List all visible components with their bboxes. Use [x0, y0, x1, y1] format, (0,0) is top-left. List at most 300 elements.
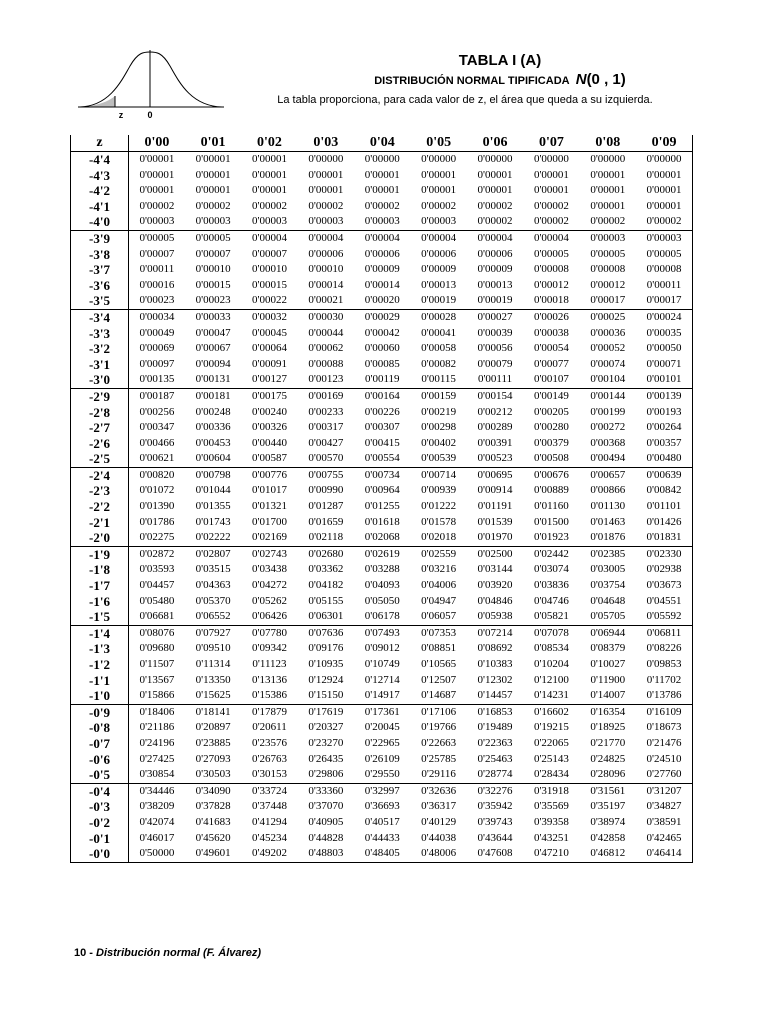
probability-cell: 0'00017 [590, 294, 626, 307]
probability-cell: 0'00154 [467, 388, 523, 404]
probability-cell: 0'00104 [590, 373, 626, 386]
probability-cell: 0'04846 [477, 594, 513, 607]
probability-cell: 0'10204 [533, 658, 569, 670]
probability-cell: 0'00001 [364, 184, 400, 197]
table-row [71, 262, 693, 278]
probability-cell: 0'00440 [251, 436, 287, 449]
probability-cell: 0'00000 [590, 153, 626, 165]
probability-cell: 0'29806 [308, 768, 344, 781]
probability-cell: 0'00001 [477, 168, 513, 181]
table-row [71, 372, 693, 388]
probability-cell: 0'00094 [195, 357, 231, 370]
table-row [71, 546, 693, 562]
probability-cell: 0'01618 [364, 515, 400, 528]
probability-cell: 0'12714 [364, 673, 400, 686]
probability-cell: 0'04006 [421, 579, 457, 592]
probability-cell: 0'00045 [251, 326, 287, 339]
probability-cell: 0'00002 [251, 199, 287, 212]
probability-cell: 0'00676 [523, 467, 579, 483]
probability-cell: 0'00079 [477, 357, 513, 370]
probability-cell: 0'35942 [477, 800, 513, 813]
probability-cell: 0'00026 [523, 309, 579, 325]
probability-cell: 0'00000 [421, 153, 457, 165]
probability-cell: 0'40129 [421, 815, 457, 828]
probability-cell: 0'22965 [364, 736, 400, 749]
probability-cell: 0'05370 [195, 594, 231, 607]
probability-cell: 0'00010 [308, 263, 344, 276]
bell-curve-line [80, 52, 222, 107]
probability-cell: 0'00069 [139, 342, 175, 355]
table-row [71, 530, 693, 546]
probability-cell: 0'00107 [533, 373, 569, 386]
z-value-cell: -1'0 [71, 688, 129, 704]
table-row [71, 388, 693, 404]
probability-cell: 0'00280 [533, 421, 569, 434]
probability-cell: 0'00000 [636, 152, 692, 168]
probability-cell: 0'22065 [533, 736, 569, 749]
probability-cell: 0'12507 [421, 673, 457, 686]
probability-cell: 0'00621 [139, 452, 175, 465]
probability-cell: 0'02807 [185, 546, 241, 562]
z-value-cell: -3'2 [71, 341, 129, 357]
probability-cell: 0'36317 [421, 800, 457, 813]
z-value-cell: -1'2 [71, 657, 129, 673]
probability-cell: 0'07636 [298, 625, 354, 641]
probability-cell: 0'27760 [636, 767, 692, 783]
probability-cell: 0'48006 [410, 846, 466, 862]
probability-cell: 0'00010 [251, 263, 287, 276]
probability-cell: 0'01287 [308, 500, 344, 513]
table-row [71, 499, 693, 515]
z-value-cell: -0'3 [71, 799, 129, 815]
probability-cell: 0'00054 [533, 342, 569, 355]
probability-cell: 0'00058 [421, 342, 457, 355]
probability-cell: 0'03515 [195, 563, 231, 576]
probability-cell: 0'33724 [241, 783, 297, 799]
normal-distribution-table [70, 135, 693, 863]
probability-cell: 0'00033 [185, 309, 241, 325]
probability-cell: 0'00006 [308, 247, 344, 260]
probability-cell: 0'00044 [308, 326, 344, 339]
probability-cell: 0'00657 [580, 467, 636, 483]
probability-cell: 0'10565 [421, 658, 457, 670]
probability-cell: 0'00002 [308, 199, 344, 212]
probability-cell: 0'25143 [533, 752, 569, 765]
z-value-cell: -0'8 [71, 720, 129, 736]
probability-cell: 0'00042 [364, 326, 400, 339]
probability-cell: 0'03074 [533, 563, 569, 576]
probability-cell: 0'08692 [477, 642, 513, 655]
z-value-cell: -3'3 [71, 326, 129, 342]
probability-cell: 0'26435 [308, 752, 344, 765]
probability-cell: 0'46017 [139, 831, 175, 844]
probability-cell: 0'00298 [421, 421, 457, 434]
probability-cell: 0'23885 [195, 736, 231, 749]
table-row [71, 720, 693, 736]
probability-cell: 0'02018 [421, 531, 457, 544]
probability-cell: 0'00021 [308, 294, 344, 307]
probability-cell: 0'22663 [421, 736, 457, 749]
probability-cell: 0'20611 [252, 721, 287, 734]
z-value-cell: -2'3 [71, 483, 129, 499]
z-value-cell: -4'4 [71, 152, 129, 168]
z-value-cell: -0'5 [71, 767, 129, 783]
z-value-cell: -2'4 [71, 467, 129, 483]
probability-cell: 0'46414 [636, 846, 692, 862]
probability-cell: 0'00004 [354, 230, 410, 246]
probability-cell: 0'03216 [421, 563, 457, 576]
probability-cell: 0'15386 [251, 689, 287, 702]
z-value-cell: -4'1 [71, 199, 129, 215]
table-row [71, 199, 693, 215]
z-value-cell: -2'0 [71, 530, 129, 546]
table-row [71, 767, 693, 783]
probability-cell: 0'00082 [421, 357, 457, 370]
normal-curve-illustration [78, 44, 224, 124]
probability-cell: 0'09012 [364, 642, 400, 655]
probability-cell: 0'03593 [139, 563, 175, 576]
probability-cell: 0'41683 [195, 815, 231, 828]
table-row [71, 625, 693, 641]
z-value-cell: -3'7 [71, 262, 129, 278]
probability-cell: 0'00015 [195, 278, 231, 291]
probability-cell: 0'00001 [364, 168, 400, 181]
probability-cell: 0'03288 [364, 563, 400, 576]
probability-cell: 0'00001 [590, 199, 626, 212]
probability-cell: 0'02222 [195, 531, 231, 544]
probability-cell: 0'00347 [139, 421, 175, 434]
probability-cell: 0'00776 [241, 467, 297, 483]
probability-cell: 0'44828 [308, 831, 344, 844]
probability-cell: 0'02169 [251, 531, 287, 544]
probability-cell: 0'45620 [195, 831, 231, 844]
probability-cell: 0'00002 [195, 199, 231, 212]
z-value-cell: -1'4 [71, 625, 129, 641]
column-header: 0'04 [354, 135, 410, 152]
z-value-cell: -2'9 [71, 388, 129, 404]
table-row [71, 815, 693, 831]
probability-cell: 0'03673 [636, 578, 692, 594]
probability-cell: 0'46812 [580, 846, 636, 862]
probability-cell: 0'00000 [477, 153, 513, 165]
probability-cell: 0'16853 [467, 704, 523, 720]
probability-cell: 0'01072 [139, 484, 175, 497]
probability-cell: 0'00009 [421, 263, 457, 276]
probability-cell: 0'30153 [251, 768, 287, 781]
probability-cell: 0'14457 [477, 689, 513, 702]
probability-cell: 0'00127 [251, 373, 287, 386]
probability-cell: 0'29116 [421, 768, 456, 781]
probability-cell: 0'15866 [139, 689, 175, 702]
probability-cell: 0'00060 [364, 342, 400, 355]
table-row [71, 247, 693, 263]
column-header: 0'05 [410, 135, 466, 152]
column-header: 0'03 [298, 135, 354, 152]
probability-cell: 0'00000 [308, 153, 344, 165]
probability-cell: 0'00020 [364, 294, 400, 307]
probability-cell: 0'00000 [364, 153, 400, 165]
table-row [71, 736, 693, 752]
probability-cell: 0'04363 [195, 579, 231, 592]
probability-cell: 0'00379 [533, 436, 569, 449]
probability-cell: 0'45234 [251, 831, 287, 844]
probability-cell: 0'13567 [139, 673, 175, 686]
probability-cell: 0'00006 [364, 247, 400, 260]
table-row [71, 420, 693, 436]
probability-cell: 0'14007 [590, 689, 626, 702]
probability-cell: 0'42074 [139, 815, 175, 828]
probability-cell: 0'00004 [298, 230, 354, 246]
probability-cell: 0'03920 [477, 579, 513, 592]
probability-cell: 0'00022 [251, 294, 287, 307]
probability-cell: 0'35569 [533, 800, 569, 813]
probability-cell: 0'18141 [185, 704, 241, 720]
probability-cell: 0'09342 [251, 642, 287, 655]
probability-cell: 0'49202 [241, 846, 297, 862]
probability-cell: 0'22363 [477, 736, 513, 749]
probability-cell: 0'38591 [636, 815, 692, 831]
z-value-cell: -1'8 [71, 562, 129, 578]
probability-cell: 0'01222 [421, 500, 457, 513]
probability-cell: 0'30854 [139, 768, 175, 781]
probability-cell: 0'14231 [533, 689, 569, 702]
probability-cell: 0'16354 [580, 704, 636, 720]
probability-cell: 0'00001 [251, 153, 287, 165]
table-row [71, 641, 693, 657]
table-row [71, 309, 693, 325]
probability-cell: 0'00003 [251, 215, 287, 228]
probability-cell: 0'06178 [364, 610, 400, 623]
probability-cell: 0'00001 [195, 168, 231, 181]
probability-cell: 0'42858 [590, 831, 626, 844]
probability-cell: 0'02118 [308, 531, 344, 544]
page-footer [74, 947, 261, 959]
probability-cell: 0'00014 [364, 278, 400, 291]
probability-cell: 0'00144 [580, 388, 636, 404]
probability-cell: 0'31207 [636, 783, 692, 799]
probability-cell: 0'00368 [590, 436, 626, 449]
probability-cell: 0'00326 [251, 421, 287, 434]
column-header: 0'01 [185, 135, 241, 152]
probability-cell: 0'07493 [354, 625, 410, 641]
probability-cell: 0'01355 [195, 500, 231, 513]
probability-cell: 0'04648 [590, 594, 626, 607]
probability-cell: 0'32636 [410, 783, 466, 799]
probability-cell: 0'00307 [364, 421, 400, 434]
probability-cell: 0'01426 [636, 515, 692, 531]
probability-cell: 0'00003 [364, 215, 400, 228]
probability-cell: 0'44038 [421, 831, 457, 844]
table-body [71, 152, 693, 863]
probability-cell: 0'00115 [421, 373, 456, 386]
probability-cell: 0'00101 [636, 372, 692, 388]
table-row [71, 341, 693, 357]
probability-cell: 0'06301 [308, 610, 344, 623]
probability-cell: 0'06811 [636, 625, 692, 641]
probability-cell: 0'15625 [195, 689, 231, 702]
probability-cell: 0'41294 [251, 815, 287, 828]
table-row [71, 609, 693, 625]
probability-cell: 0'00049 [139, 326, 175, 339]
column-header: 0'08 [580, 135, 636, 152]
probability-cell: 0'12924 [308, 673, 344, 686]
probability-cell: 0'00035 [636, 326, 692, 342]
column-header: 0'02 [241, 135, 297, 152]
probability-cell: 0'06552 [195, 610, 231, 623]
probability-cell: 0'03005 [590, 563, 626, 576]
probability-cell: 0'11900 [590, 673, 626, 686]
probability-cell: 0'00508 [533, 452, 569, 465]
probability-cell: 0'28434 [533, 768, 569, 781]
probability-cell: 0'00914 [477, 484, 513, 497]
probability-cell: 0'43644 [477, 831, 513, 844]
probability-cell: 0'17361 [354, 704, 410, 720]
probability-cell: 0'00939 [421, 484, 457, 497]
z-value-cell: -1'7 [71, 578, 129, 594]
probability-cell: 0'00003 [195, 215, 231, 228]
probability-cell: 0'00798 [185, 467, 241, 483]
probability-cell: 0'28774 [477, 768, 513, 781]
probability-cell: 0'00248 [195, 405, 231, 418]
probability-cell: 0'05938 [477, 610, 513, 623]
probability-cell: 0'43251 [533, 831, 569, 844]
probability-cell: 0'00091 [251, 357, 287, 370]
probability-cell: 0'02068 [364, 531, 400, 544]
probability-cell: 0'13350 [195, 673, 231, 686]
probability-cell: 0'00001 [477, 184, 513, 197]
probability-cell: 0'23576 [251, 736, 287, 749]
probability-cell: 0'03438 [251, 563, 287, 576]
probability-cell: 0'00964 [364, 484, 400, 497]
footer-page-number: 10 [74, 947, 87, 959]
probability-cell: 0'25785 [421, 752, 457, 765]
probability-cell: 0'02559 [410, 546, 466, 562]
table-row [71, 152, 693, 168]
probability-cell: 0'01044 [195, 484, 231, 497]
table-header-row [71, 135, 693, 152]
probability-cell: 0'00001 [251, 168, 287, 181]
table-row [71, 467, 693, 483]
probability-cell: 0'06057 [421, 610, 457, 623]
probability-cell: 0'48803 [298, 846, 354, 862]
probability-cell: 0'03362 [308, 563, 344, 576]
probability-cell: 0'00205 [533, 405, 569, 418]
probability-cell: 0'00002 [421, 199, 457, 212]
probability-cell: 0'14917 [364, 689, 400, 702]
probability-cell: 0'48405 [354, 846, 410, 862]
probability-cell: 0'08534 [533, 642, 569, 655]
probability-cell: 0'00391 [477, 436, 513, 449]
probability-cell: 0'20327 [308, 721, 344, 734]
probability-cell: 0'00402 [421, 436, 457, 449]
probability-cell: 0'17106 [410, 704, 466, 720]
footer-separator: - [86, 947, 97, 959]
probability-cell: 0'31918 [523, 783, 579, 799]
probability-cell: 0'07078 [523, 625, 579, 641]
probability-cell: 0'47608 [467, 846, 523, 862]
probability-cell: 0'16109 [636, 704, 692, 720]
probability-cell: 0'08851 [421, 642, 457, 655]
probability-cell: 0'00027 [467, 309, 523, 325]
probability-cell: 0'04947 [421, 594, 457, 607]
probability-cell: 0'35197 [590, 800, 626, 813]
probability-cell: 0'06426 [251, 610, 287, 623]
probability-cell: 0'00219 [421, 405, 457, 418]
probability-cell: 0'00256 [139, 405, 175, 418]
probability-cell: 0'02743 [241, 546, 297, 562]
probability-cell: 0'02872 [129, 546, 185, 562]
probability-cell: 0'01390 [139, 500, 175, 513]
probability-cell: 0'34090 [185, 783, 241, 799]
probability-cell: 0'13786 [636, 688, 692, 704]
probability-cell: 0'00453 [195, 436, 231, 449]
probability-cell: 0'00032 [241, 309, 297, 325]
table-row [71, 451, 693, 467]
probability-cell: 0'00001 [195, 153, 231, 165]
probability-cell: 0'00714 [410, 467, 466, 483]
table-row [71, 436, 693, 452]
table-row [71, 278, 693, 294]
z-value-cell: -4'3 [71, 168, 129, 184]
probability-cell: 0'27425 [139, 752, 175, 765]
probability-cell: 0'02442 [523, 546, 579, 562]
probability-cell: 0'07214 [467, 625, 523, 641]
probability-cell: 0'37448 [251, 800, 287, 813]
probability-cell: 0'00135 [139, 373, 175, 386]
probability-cell: 0'01321 [251, 500, 287, 513]
probability-cell: 0'00001 [533, 168, 569, 181]
probability-cell: 0'00289 [477, 421, 513, 434]
probability-cell: 0'00016 [139, 278, 175, 291]
probability-cell: 0'16602 [523, 704, 579, 720]
probability-cell: 0'02619 [354, 546, 410, 562]
z-value-cell: -3'1 [71, 357, 129, 373]
probability-cell: 0'32997 [354, 783, 410, 799]
probability-cell: 0'00056 [477, 342, 513, 355]
probability-cell: 0'00019 [421, 294, 457, 307]
probability-cell: 0'00272 [590, 421, 626, 434]
probability-cell: 0'00074 [590, 357, 626, 370]
table-row [71, 515, 693, 531]
probability-cell: 0'00466 [139, 436, 175, 449]
page-title: TABLA I (A) [458, 52, 542, 69]
probability-cell: 0'12100 [533, 673, 569, 686]
probability-cell: 0'00007 [251, 247, 287, 260]
probability-cell: 0'00159 [410, 388, 466, 404]
probability-cell: 0'14687 [421, 689, 457, 702]
probability-cell: 0'00005 [185, 230, 241, 246]
probability-cell: 0'00010 [195, 263, 231, 276]
probability-cell: 0'02680 [298, 546, 354, 562]
probability-cell: 0'08226 [636, 641, 692, 657]
probability-cell: 0'00008 [590, 263, 626, 276]
probability-cell: 0'01191 [477, 500, 513, 513]
column-header: 0'09 [636, 135, 692, 152]
probability-cell: 0'01659 [308, 515, 344, 528]
z-value-cell: -2'7 [71, 420, 129, 436]
probability-cell: 0'18673 [636, 720, 692, 736]
z-value-cell: -2'8 [71, 405, 129, 421]
table-row [71, 168, 693, 184]
probability-cell: 0'00480 [636, 451, 692, 467]
probability-cell: 0'00036 [590, 326, 626, 339]
probability-cell: 0'00077 [533, 357, 569, 370]
probability-cell: 0'00264 [636, 420, 692, 436]
probability-cell: 0'05050 [364, 594, 400, 607]
probability-cell: 0'00004 [467, 230, 523, 246]
probability-cell: 0'04746 [533, 594, 569, 607]
probability-cell: 0'34827 [636, 799, 692, 815]
